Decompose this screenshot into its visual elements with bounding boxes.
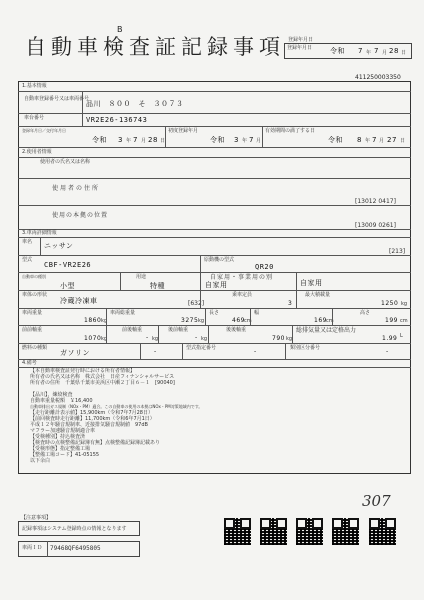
kind-label: 自動車の種別 xyxy=(22,274,46,279)
displacement-label: 総排気量又は定格出力 xyxy=(296,327,357,334)
qr-code-icon xyxy=(296,518,323,545)
length-value: 469 xyxy=(232,317,245,324)
unit-month: 月 xyxy=(382,50,388,56)
vehicle-id-label: 車両ＩＤ xyxy=(22,545,43,551)
ff-axle-label: 前前軸重 xyxy=(22,327,43,333)
base-location-code: [13009 0261] xyxy=(355,222,396,229)
user-address-label: 使用者の住所 xyxy=(52,185,101,192)
section3-title: 3.車両詳細情報 xyxy=(22,230,57,236)
unit-kg: kg xyxy=(286,336,293,342)
unit-cm: cm xyxy=(326,318,334,324)
width-label: 幅 xyxy=(254,310,260,316)
remark-line: 平成１２年騒音規制車、近接排気騒音規制値 97dB xyxy=(30,422,148,428)
height-label: 高さ xyxy=(360,310,371,316)
qr-code-icon xyxy=(332,518,359,545)
expiry-era: 令和 xyxy=(328,136,343,144)
category-label: 類別区分番号 xyxy=(290,345,321,351)
unit-day: 日 xyxy=(160,138,166,144)
section1-title: 1.基本情報 xyxy=(22,83,47,89)
unit-kg: kg xyxy=(101,318,108,324)
plate-label: 自動車登録番号又は車両番号 xyxy=(24,96,90,102)
rf-axle-label: 後前軸重 xyxy=(168,327,189,333)
unit-kg: kg xyxy=(101,336,108,342)
unit-month: 月 xyxy=(141,138,147,144)
first-reg-year: 3 xyxy=(118,136,123,144)
unit-year: 年 xyxy=(365,138,371,144)
usage-label: 自家用・事業用の別 xyxy=(210,274,274,281)
maker-value: ニッサン xyxy=(44,242,74,250)
remark-line: 【前回検査時走行距離】11,700km（令和6年7月1日） xyxy=(30,416,155,422)
chassis-label: 車台番号 xyxy=(24,115,45,121)
base-location-label: 使用の本拠の位置 xyxy=(52,212,109,219)
remark-line: 所有者の住所 千葉県千葉市美浜区中瀬２丁目６－１ [90040] xyxy=(30,380,175,386)
max-load-label: 最大積載量 xyxy=(305,292,331,298)
remark-line: 所有者の氏名又は名称 株式会社 日産フィナンシャルサービス xyxy=(30,374,175,380)
capacity-label: 乗車定員 xyxy=(232,292,253,298)
gross-weight-value: 3275 xyxy=(181,317,199,324)
unit-kg: kg xyxy=(201,336,208,342)
engine-label: 原動機の型式 xyxy=(204,257,235,263)
plate-value: 品川 ８００ そ ３０７３ xyxy=(86,100,184,108)
fuel-value: ガソリン xyxy=(60,349,90,357)
page-title: 自動車検査証記録事項 xyxy=(25,35,285,59)
first-reg-year-label: 初度登録年月 xyxy=(168,128,199,134)
unit-l: L xyxy=(400,333,403,339)
remark-line: 【受検形態】指定整備工場 xyxy=(30,446,91,452)
displacement-value: 1.99 xyxy=(382,335,398,342)
reg-date-month: 7 xyxy=(374,47,379,55)
unit-kg: kg xyxy=(401,301,408,307)
unit-month: 月 xyxy=(256,138,262,144)
rf-axle-value: - xyxy=(195,334,198,341)
section2-title: 2.使用者情報 xyxy=(22,149,52,155)
remark-line: 自動車排出ガス規制（NOx・PM）適合。この自動車の使用の本拠はNOx・PM対策地域内です。 xyxy=(30,404,203,409)
first-reg-year-era: 令和 xyxy=(210,136,225,144)
expiry-day: 27 xyxy=(387,136,397,144)
qr-code-icon xyxy=(224,518,251,545)
reg-date-year: 7 xyxy=(358,47,363,55)
kind-value: 小型 xyxy=(60,282,75,290)
body-code: [632] xyxy=(188,300,205,307)
fuel-extra-dash: - xyxy=(154,348,157,355)
height-value: 199 xyxy=(385,317,398,324)
remark-line: 以下余白 xyxy=(30,458,51,464)
unit-cm: cm xyxy=(400,318,408,324)
handwritten-number: 307 xyxy=(362,492,391,510)
remark-line: 【検査時の点検整備記録簿有無】点検整備記録簿記載あり xyxy=(30,440,161,446)
remark-line: マフラー加速騒音規制適合車 xyxy=(30,428,96,434)
first-reg-era: 令和 xyxy=(92,136,107,144)
first-reg-label: 登録年月日／交付年月日 xyxy=(22,128,66,133)
weight-value: 1860 xyxy=(84,317,102,324)
category-value: - xyxy=(386,348,389,355)
expiry-year: 8 xyxy=(357,136,362,144)
expiry-month: 7 xyxy=(372,136,377,144)
capacity-value: 3 xyxy=(288,300,293,307)
purpose-label: 用途 xyxy=(136,274,147,280)
type-designation-value: - xyxy=(254,348,257,355)
qr-code-icon xyxy=(369,518,396,545)
notes-title: 【注意事項】 xyxy=(21,515,52,521)
fr-axle-value: - xyxy=(146,334,149,341)
user-name-label: 使用者の氏名又は名称 xyxy=(40,159,91,165)
first-reg-month: 7 xyxy=(133,136,138,144)
maker-code: [213] xyxy=(389,248,406,255)
model-value: CBF-VR2E26 xyxy=(44,261,92,269)
unit-day: 日 xyxy=(401,50,407,56)
width-value: 169 xyxy=(314,317,327,324)
remark-line: 【整備工場コード】41-05155 xyxy=(30,452,100,458)
vehicle-id-value: 79468QF6495805 xyxy=(50,545,101,552)
model-label: 型式 xyxy=(22,257,33,263)
unit-day: 日 xyxy=(400,138,406,144)
user-address-code: [13012 0417] xyxy=(355,198,396,205)
unit-kg: kg xyxy=(198,318,205,324)
unit-cm: cm xyxy=(244,318,252,324)
first-reg-year-month: 7 xyxy=(249,136,254,144)
unit-kg: kg xyxy=(152,336,159,342)
qr-code-icon xyxy=(260,518,287,545)
reg-date-label-top: 登録年月日 xyxy=(287,45,313,51)
length-label: 長さ xyxy=(209,310,220,316)
gross-weight-label: 車両総重量 xyxy=(110,310,136,316)
remark-line: 【走行距離計表示値】15,900km（令和7年7月28日） xyxy=(30,410,153,416)
unit-month: 月 xyxy=(379,138,385,144)
rr-axle-label: 後後軸重 xyxy=(226,327,247,333)
remark-line: 【本自動車検査証発行時における所有者情報】 xyxy=(30,368,136,374)
first-reg-day: 28 xyxy=(148,136,158,144)
type-designation-label: 型式指定番号 xyxy=(186,345,217,351)
weight-label: 車両重量 xyxy=(22,310,43,316)
edition-mark: B xyxy=(117,25,123,34)
remark-line: 【品川】，練絞検査 xyxy=(30,392,73,398)
engine-value: QR20 xyxy=(255,263,274,271)
first-reg-year-year: 3 xyxy=(234,136,239,144)
maker-label: 車名 xyxy=(22,239,33,245)
usage-value-2: 自家用 xyxy=(300,279,323,287)
purpose-value: 特種 xyxy=(150,282,165,290)
reg-date-era: 令和 xyxy=(330,47,345,55)
reg-date-label: 登録年月日 xyxy=(288,37,314,43)
unit-year: 年 xyxy=(242,138,248,144)
expiry-label: 有効期間の満了する日 xyxy=(265,128,316,134)
body-label: 車体の形状 xyxy=(22,292,48,298)
rr-axle-value: 790 xyxy=(272,335,285,342)
document-number: 411250003350 xyxy=(355,74,401,81)
body-value: 冷蔵冷凍車 xyxy=(60,297,98,305)
chassis-value: VR2E26-136743 xyxy=(86,116,148,124)
remark-line: 【受検種別】持込検査済 xyxy=(30,434,86,440)
section4-title: 4.備考 xyxy=(22,360,37,366)
ff-axle-value: 1070 xyxy=(84,335,102,342)
max-load-value: 1250 xyxy=(381,300,399,307)
reg-date-day: 28 xyxy=(389,47,399,55)
fr-axle-label: 前後軸重 xyxy=(122,327,143,333)
unit-year: 年 xyxy=(366,50,372,56)
usage-value-1: 自家用 xyxy=(205,281,228,289)
fuel-label: 燃料の種類 xyxy=(22,345,48,351)
notes-text: 記録事項はシステム登録時点の情報となります xyxy=(22,526,127,532)
remark-line: 自動車重量税額 ￥16,400 xyxy=(30,398,93,404)
unit-year: 年 xyxy=(126,138,132,144)
